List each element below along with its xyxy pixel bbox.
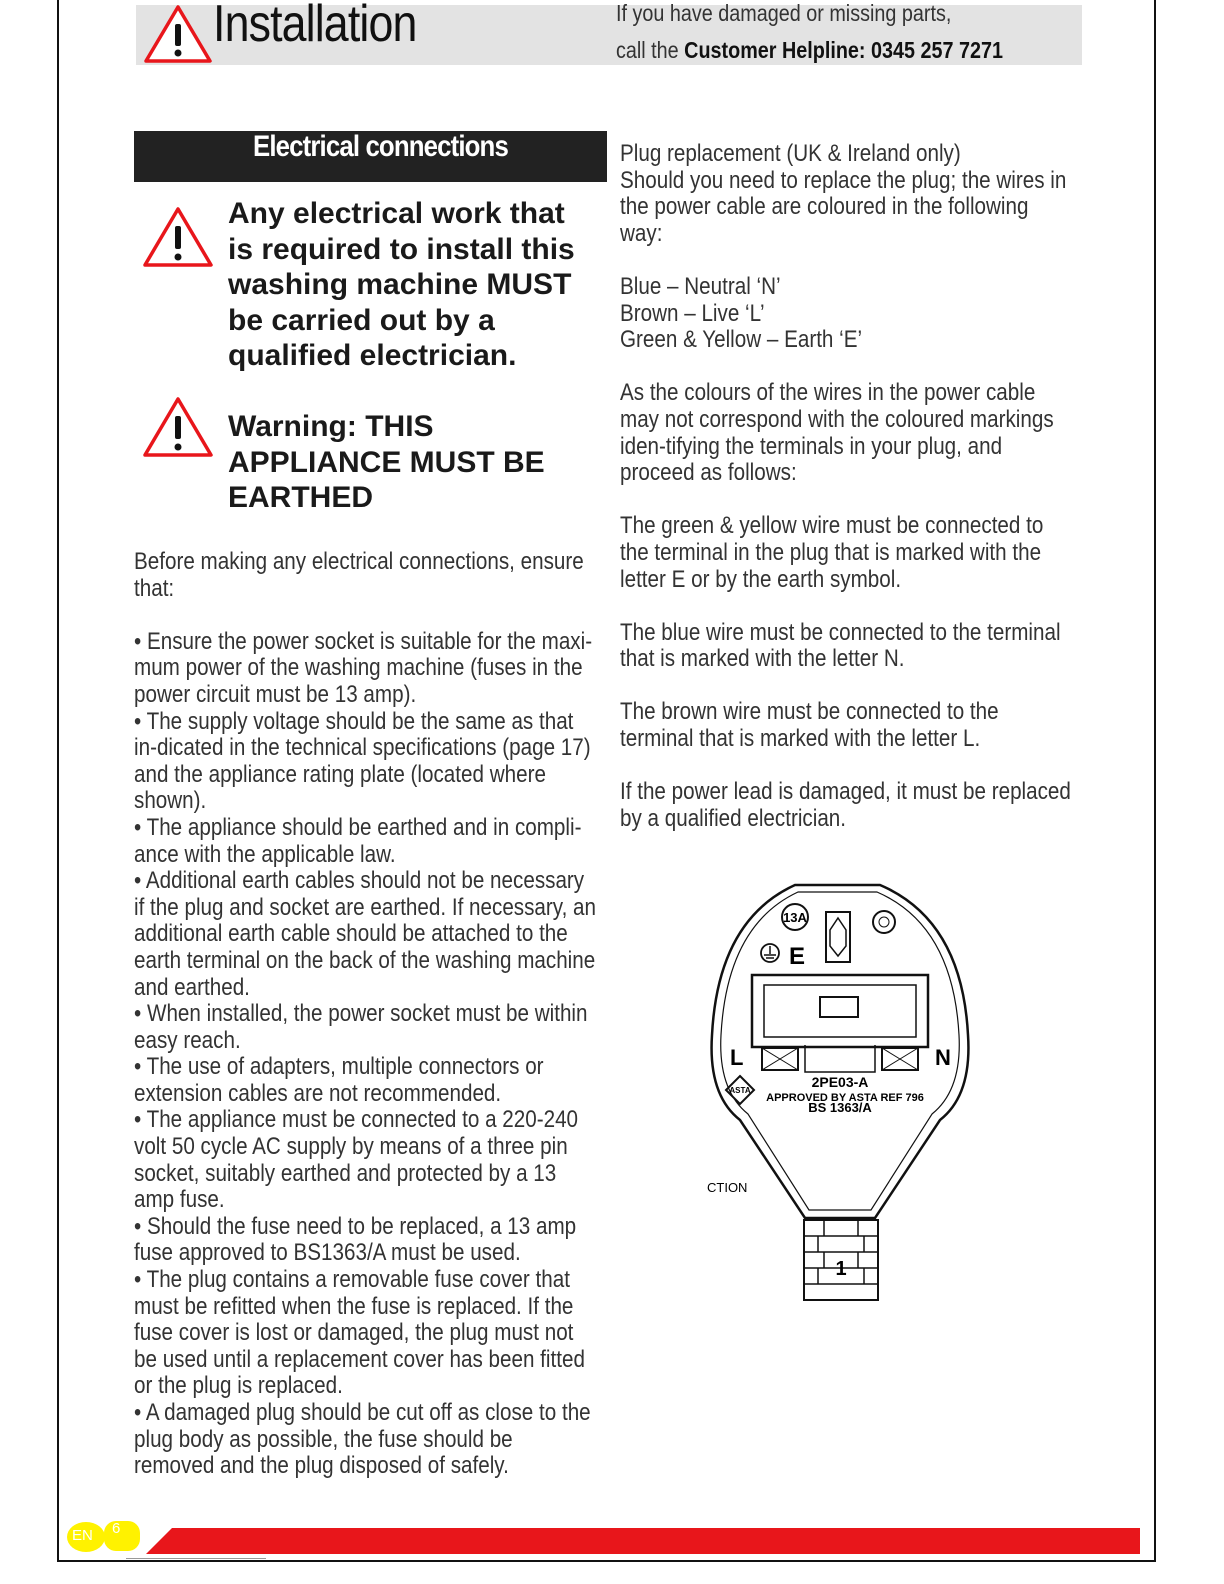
cable-number: 1 — [835, 1258, 847, 1280]
page-number: 6 — [112, 1520, 121, 1537]
standard-label: BS 1363/A — [808, 1100, 872, 1115]
helpline-number: Customer Helpline: 0345 257 7271 — [684, 37, 1004, 63]
plug-replacement-instructions: Plug replacement (UK & Ireland only) Should you need to replace the plug; the wires in the power cable are coloured in the following way: Blue – Neutral ‘N’ Brown – Live ‘L’ Green & Yellow – Earth ‘E’ As the colours of the wires in the power cable may not correspond with the coloured markings iden-tifying the terminals in your plug, and proceed as follows: The green & yellow wire must be connected to the terminal in the plug that is marked with the letter E or by the earth symbol. The blue wire must be connected to the terminal that is marked with the letter N. The brown wire must be connected to the terminal that is marked with the letter L. If the power lead is damaged, it must be replaced by a qualified electrician. — [620, 140, 1071, 832]
plug-diagram — [700, 880, 980, 1310]
neutral-label: N — [935, 1045, 951, 1070]
warning-icon — [143, 4, 213, 64]
kite-mark-icon — [873, 911, 895, 933]
warning-earthed: Warning: THIS APPLIANCE MUST BE EARTHED — [228, 410, 545, 515]
asta-mark: ASTA — [729, 1086, 751, 1095]
page-title: Installation — [213, 0, 417, 53]
section-title: Electrical connections — [253, 130, 508, 163]
helpline-prefix: call the — [616, 37, 685, 63]
approval-label: APPROVED BY ASTA REF 796 — [766, 1092, 924, 1104]
model-label: 2PE03-A — [811, 1074, 869, 1090]
warning-electrician: Any electrical work that is required to install this washing machine MUST be carried out by a qualified electrician. — [228, 197, 575, 373]
helpline-call — [616, 37, 1003, 64]
earth-label: E — [789, 943, 806, 970]
language-label: EN — [72, 1527, 93, 1544]
fuse-rating-label: 13A — [783, 910, 807, 925]
warning-icon — [142, 396, 214, 458]
footer-line — [126, 1558, 266, 1559]
electrical-instructions: Before making any electrical connections, ensure that: • Ensure the power socket is suitable for the maxi-mum power of the washing machine (fuses in the power circuit must be 13 amp). • The supply voltage should be the same as that in-dicated in the technical specifications (page 17) and the appliance rating plate (located where shown). • The appliance should be earthed and in compli-ance with the applicable law. • Additional earth cables should not be necessary if the plug and socket are earthed. If necessary, an additional earth cable should be attached to the earth terminal on the back of the washing machine and earthed. • When installed, the power socket must be within easy reach. • The use of adapters, multiple connectors or extension cables are not recommended. • The appliance must be connected to a 220-240 volt 50 cycle AC supply by means of a three pin socket, suitably earthed and protected by a 13 amp fuse. • Should the fuse need to be replaced, a 13 amp fuse approved to BS1363/A must be used. • The plug contains a removable fuse cover that must be refitted when the fuse is replaced. If the fuse cover is lost or damaged, the plug must not be used until a replacement cover has been fitted or the plug is replaced. • A damaged plug should be cut off as close to the plug body as possible, the fuse should be removed and the plug disposed of safely. — [134, 548, 597, 1480]
live-label: L — [730, 1045, 744, 1070]
warning-icon — [142, 206, 214, 268]
footer-red-strip — [146, 1528, 1140, 1554]
cut-text: CTION — [707, 1180, 748, 1195]
helpline-text: If you have damaged or missing parts, — [616, 0, 952, 26]
